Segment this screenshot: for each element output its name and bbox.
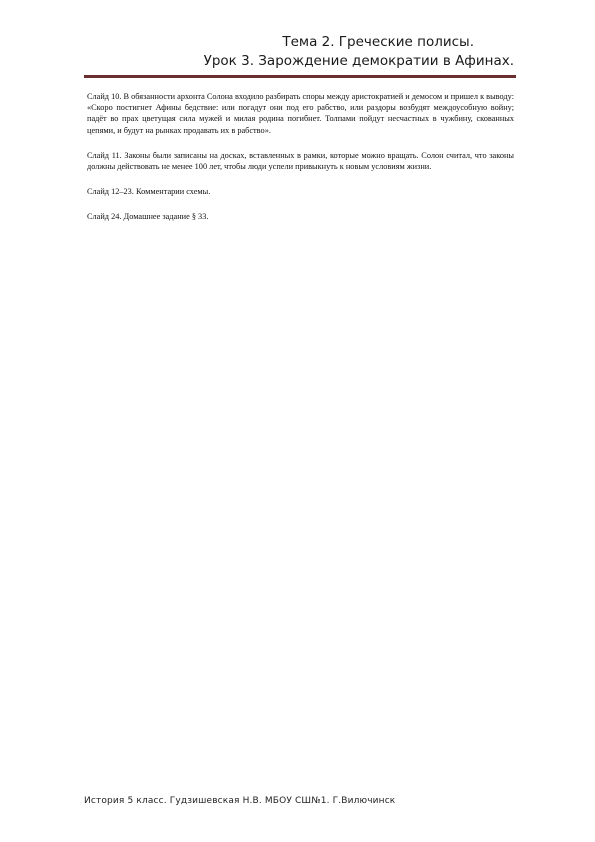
topic-title: Тема 2. Греческие полисы. (282, 34, 474, 50)
paragraph-slide-10: Слайд 10. В обязанности архонта Солона входило разбирать споры между аристократией и демосом и пришел к выводу: «Скоро постигнет Афины бедствие: или погадут они под его рабство, или раздоры возбудят междоусобную войну; падёт во прах цветущая сила мужей и милая родина погибнет. Толпами пойдут несчастных в чужбину, скованных цепями, и будут на рынках продавать их в рабство». (87, 92, 514, 135)
page-header (84, 33, 514, 70)
header-divider (84, 75, 516, 78)
paragraph-slide-24: Слайд 24. Домашнее задание § 33. (87, 212, 209, 222)
page-footer: История 5 класс. Гудзишевская Н.В. МБОУ СШ№1. Г.Вилючинск (84, 796, 396, 806)
lesson-title: Урок 3. Зарождение демократии в Афинах. (203, 53, 514, 69)
paragraph-slide-11: Слайд 11. Законы были записаны на досках, вставленных в рамки, которые можно вращать. Солон считал, что законы должны действовать не менее 100 лет, чтобы люди успели привыкнуть к новым условиям жизни. (87, 150, 514, 172)
document-body (87, 91, 514, 237)
paragraph-slide-12-23: Слайд 12–23. Комментарии схемы. (87, 187, 211, 197)
